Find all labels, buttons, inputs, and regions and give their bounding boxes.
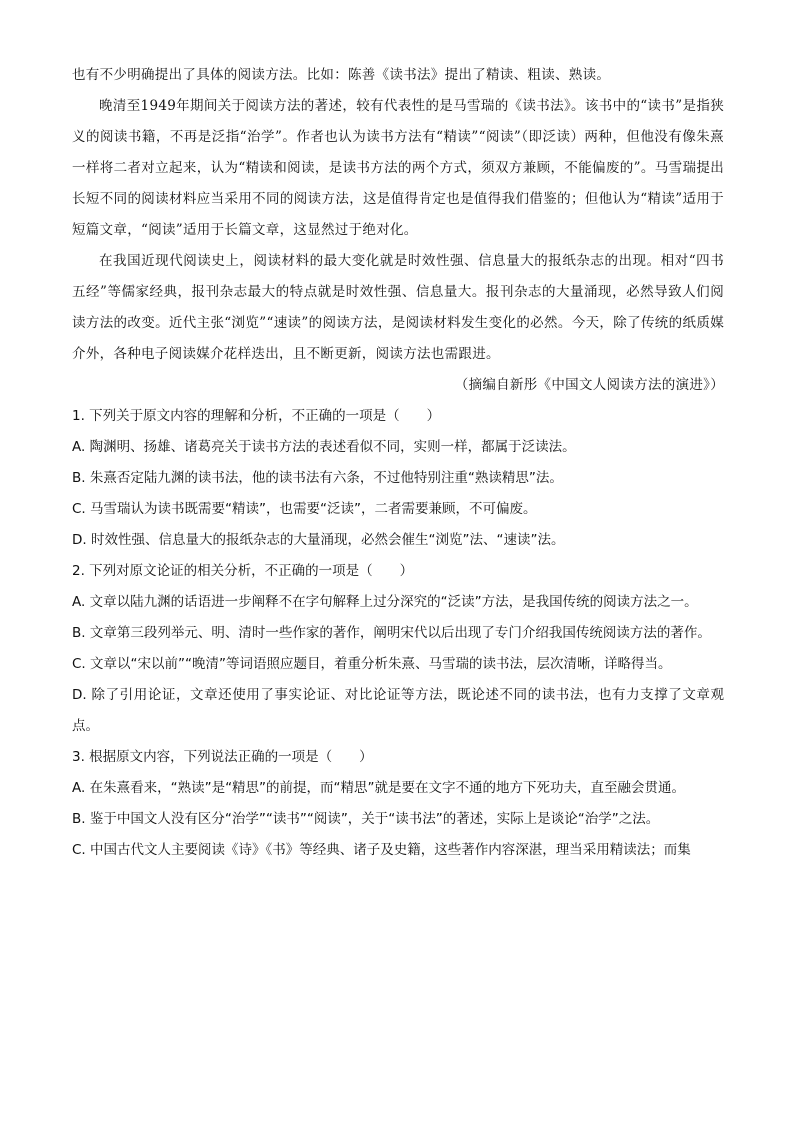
option-a: A. 文章以陆九渊的话语进一步阐释不在字句解释上过分深究的“泛读”方法，是我国传统的阅读方法之一。 <box>72 594 698 610</box>
passage-source: （摘编自新彤《中国文人阅读方法的演进》） <box>454 377 724 393</box>
option-c: C. 中国古代文人主要阅读《诗》《书》等经典、诸子及史籍，这些著作内容深湛，理当采用精读法；而集 <box>72 842 691 858</box>
passage-paragraph: 在我国近现代阅读史上，阅读材料的最大变化就是时效性强、信息量大的报纸杂志的出现。相对“四书五经”等儒家经典，报刊杂志最大的特点就是时效性强、信息量大。报刊杂志的大量涌现，必然导致人们阅读方法的改变。近代主张“浏览”“速读”的阅读方法，是阅读材料发生变化的必然。今天，除了传统的纸质媒介外，各种电子阅读媒介花样迭出，且不断更新，阅读方法也需跟进。 <box>72 253 724 362</box>
question-stem: 2. 下列对原文论证的相关分析，不正确的一项是（ ） <box>72 563 414 579</box>
question-stem: 3. 根据原文内容，下列说法正确的一项是（ ） <box>72 749 373 765</box>
option-b: B. 鉴于中国文人没有区分“治学”“读书”“阅读”，关于“读书法”的著述，实际上是谈论“治学”之法。 <box>72 811 660 827</box>
passage-paragraph: 晚清至1949年期间关于阅读方法的著述，较有代表性的是马雪瑞的《读书法》。该书中的“读书”是指狭义的阅读书籍，不再是泛指“治学”。作者也认为读书方法有“精读”“阅读”（即泛读）两种，但他没有像朱熹一样将二者对立起来，认为“精读和阅读，是读书方法的两个方式，须双方兼顾，不能偏废的”。马雪瑞提出长短不同的阅读材料应当采用不同的阅读方法，这是值得肯定也是值得我们借鉴的；但他认为“精读”适用于短篇文章，“阅读”适用于长篇文章，这显然过于绝对化。 <box>72 98 724 238</box>
page-content <box>72 60 724 866</box>
passage-paragraph: 也有不少明确提出了具体的阅读方法。比如：陈善《读书法》提出了精读、粗读、熟读。 <box>72 67 611 83</box>
question-3 <box>72 742 724 866</box>
question-list <box>72 401 724 866</box>
question-2 <box>72 556 724 742</box>
question-1 <box>72 401 724 556</box>
option-b: B. 文章第三段列举元、明、清时一些作家的著作，阐明宋代以后出现了专门介绍我国传统阅读方法的著作。 <box>72 625 711 641</box>
option-a: A. 在朱熹看来，“熟读”是“精思”的前提，而“精思”就是要在文字不通的地方下死功夫，直至融会贯通。 <box>72 780 686 796</box>
option-b: B. 朱熹否定陆九渊的读书法，他的读书法有六条，不过他特别注重“熟读精思”法。 <box>72 470 563 486</box>
question-stem: 1. 下列关于原文内容的理解和分析，不正确的一项是（ ） <box>72 408 441 424</box>
option-d: D. 除了引用论证，文章还使用了事实论证、对比论证等方法，既论述不同的读书法，也有力支撑了文章观点。 <box>72 687 724 734</box>
option-d: D. 时效性强、信息量大的报纸杂志的大量涌现，必然会催生“浏览”法、“速读”法。 <box>72 532 565 548</box>
reading-passage <box>72 60 724 401</box>
option-a: A. 陶渊明、扬雄、诸葛亮关于读书方法的表述看似不同，实则一样，都属于泛读法。 <box>72 439 576 455</box>
option-c: C. 文章以“宋以前”“晚清”等词语照应题目，着重分析朱熹、马雪瑞的读书法，层次清晰，详略得当。 <box>72 656 672 672</box>
option-c: C. 马雪瑞认为读书既需要“精读”，也需要“泛读”，二者需要兼顾，不可偏废。 <box>72 501 537 517</box>
